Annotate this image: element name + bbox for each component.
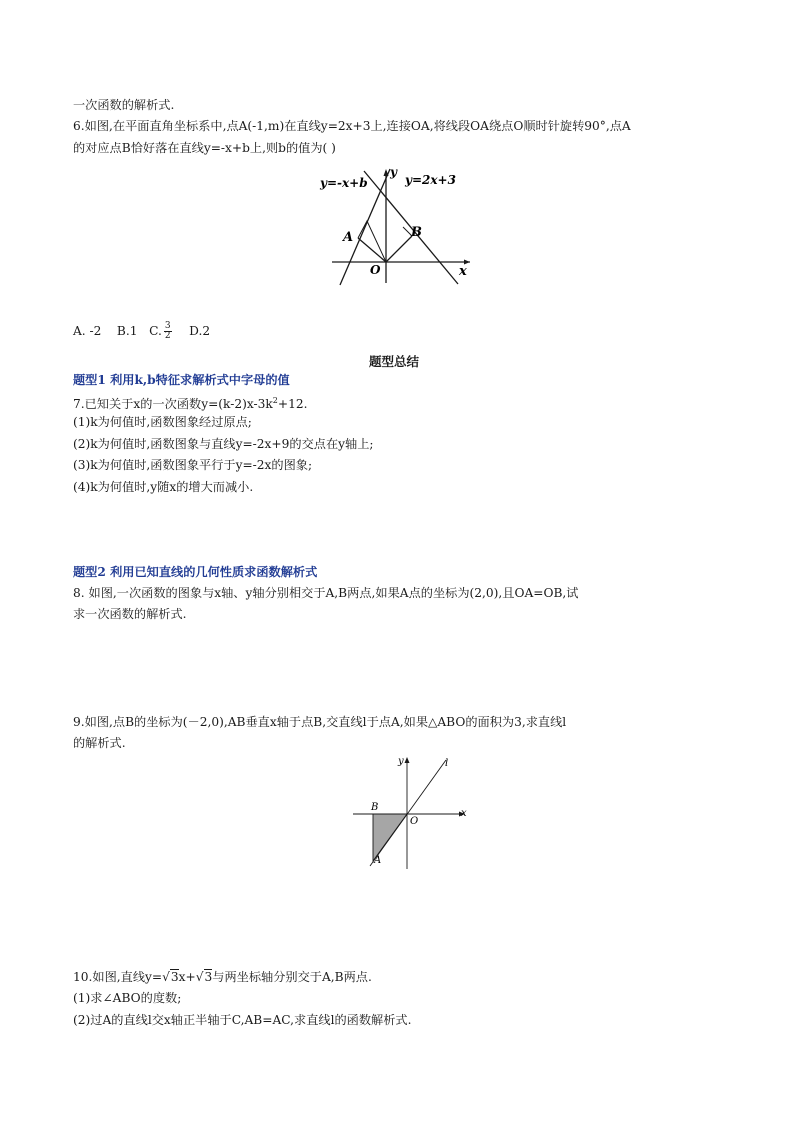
label-x-2: x — [461, 808, 467, 819]
problem-9-line-2: 的解析式. — [73, 736, 126, 750]
segment-ob — [386, 236, 412, 262]
label-b: B — [411, 225, 422, 240]
sqrt-sign: √ — [162, 970, 170, 984]
options-row — [73, 322, 210, 341]
problem-6-line-2: 的对应点B恰好落在直线y=-x+b上,则b的值为( ) — [73, 141, 336, 155]
label-x: x — [459, 264, 467, 279]
label-a-2: A — [374, 855, 382, 866]
problem-8-line-1: 8. 如图,一次函数的图象与x轴、y轴分别相交于A,B两点,如果A点的坐标为(2,0),且OA=OB,试 — [73, 586, 579, 600]
exponent: 2 — [272, 396, 278, 405]
label-o-2: O — [410, 816, 419, 827]
type-2-heading: 题型2 利用已知直线的几何性质求函数解析式 — [73, 565, 318, 579]
label-line2: y=2x+3 — [405, 173, 456, 187]
problem-10-stem-post: 与两坐标轴分别交于A,B两点. — [212, 970, 372, 984]
fraction-den: 2 — [164, 331, 171, 341]
label-a: A — [343, 230, 354, 245]
problem-9-line-1: 9.如图,点B的坐标为(－2,0),AB垂直x轴于点B,交直线l于点A,如果△ABO的面积为3,求直线l — [73, 715, 567, 729]
section-summary-title: 题型总结 — [369, 354, 420, 369]
problem-8-line-2: 求一次函数的解析式. — [73, 607, 187, 621]
option-b[interactable]: B.1 — [116, 324, 138, 338]
problem-7-part-4: (4)k为何值时,y随x的增大而减小. — [73, 480, 254, 494]
option-a[interactable]: A. -2 — [73, 324, 102, 338]
problem-7-part-2: (2)k为何值时,函数图象与直线y=-2x+9的交点在y轴上; — [73, 437, 374, 451]
sqrt-radicand-1: 3 — [170, 970, 179, 984]
label-y: y — [390, 165, 397, 179]
problem-10-stem-pre: 10.如图,直线y= — [73, 970, 163, 984]
fraction-3-2 — [164, 322, 172, 341]
problem-10-part-1: (1)求∠ABO的度数; — [73, 991, 182, 1005]
label-y-2: y — [398, 756, 404, 767]
sqrt-sign-2: √ — [195, 970, 204, 984]
problem-7-stem-text: 7.已知关于x的一次函数y=(k-2)x-3k — [73, 397, 273, 412]
problem-6-line-1: 6.如图,在平面直角坐标系中,点A(-1,m)在直线y=2x+3上,连接OA,将线段OA绕点O顺时针旋转90°,点A — [73, 119, 631, 133]
sqrt-radicand-2: 3 — [204, 970, 213, 984]
type-1-heading: 题型1 利用k,b特征求解析式中字母的值 — [73, 373, 290, 387]
option-c-label: C. — [149, 324, 162, 338]
problem-7-stem-tail: +12. — [277, 397, 308, 412]
option-c[interactable] — [149, 321, 174, 341]
figure-problem-6 — [318, 165, 478, 290]
label-o: O — [370, 263, 381, 277]
fraction-num: 3 — [164, 321, 171, 331]
problem-10-stem — [73, 969, 372, 985]
label-b-2: B — [371, 802, 379, 813]
problem-7-part-1: (1)k为何值时,函数图象经过原点; — [73, 415, 252, 429]
figure-problem-9 — [348, 754, 478, 872]
segment-oa — [358, 238, 386, 262]
problem-7-stem — [73, 393, 307, 412]
option-d[interactable]: D.2 — [189, 324, 211, 338]
text-continuation: 一次函数的解析式. — [73, 98, 175, 112]
line-l — [370, 758, 449, 866]
label-l: l — [445, 758, 449, 769]
problem-10-part-2: (2)过A的直线l交x轴正半轴于C,AB=AC,求直线l的函数解析式. — [73, 1013, 412, 1027]
label-line1: y=-x+b — [320, 176, 368, 190]
problem-10-stem-mid: x+ — [178, 970, 196, 984]
problem-7-part-3: (3)k为何值时,函数图象平行于y=-2x的图象; — [73, 458, 313, 472]
